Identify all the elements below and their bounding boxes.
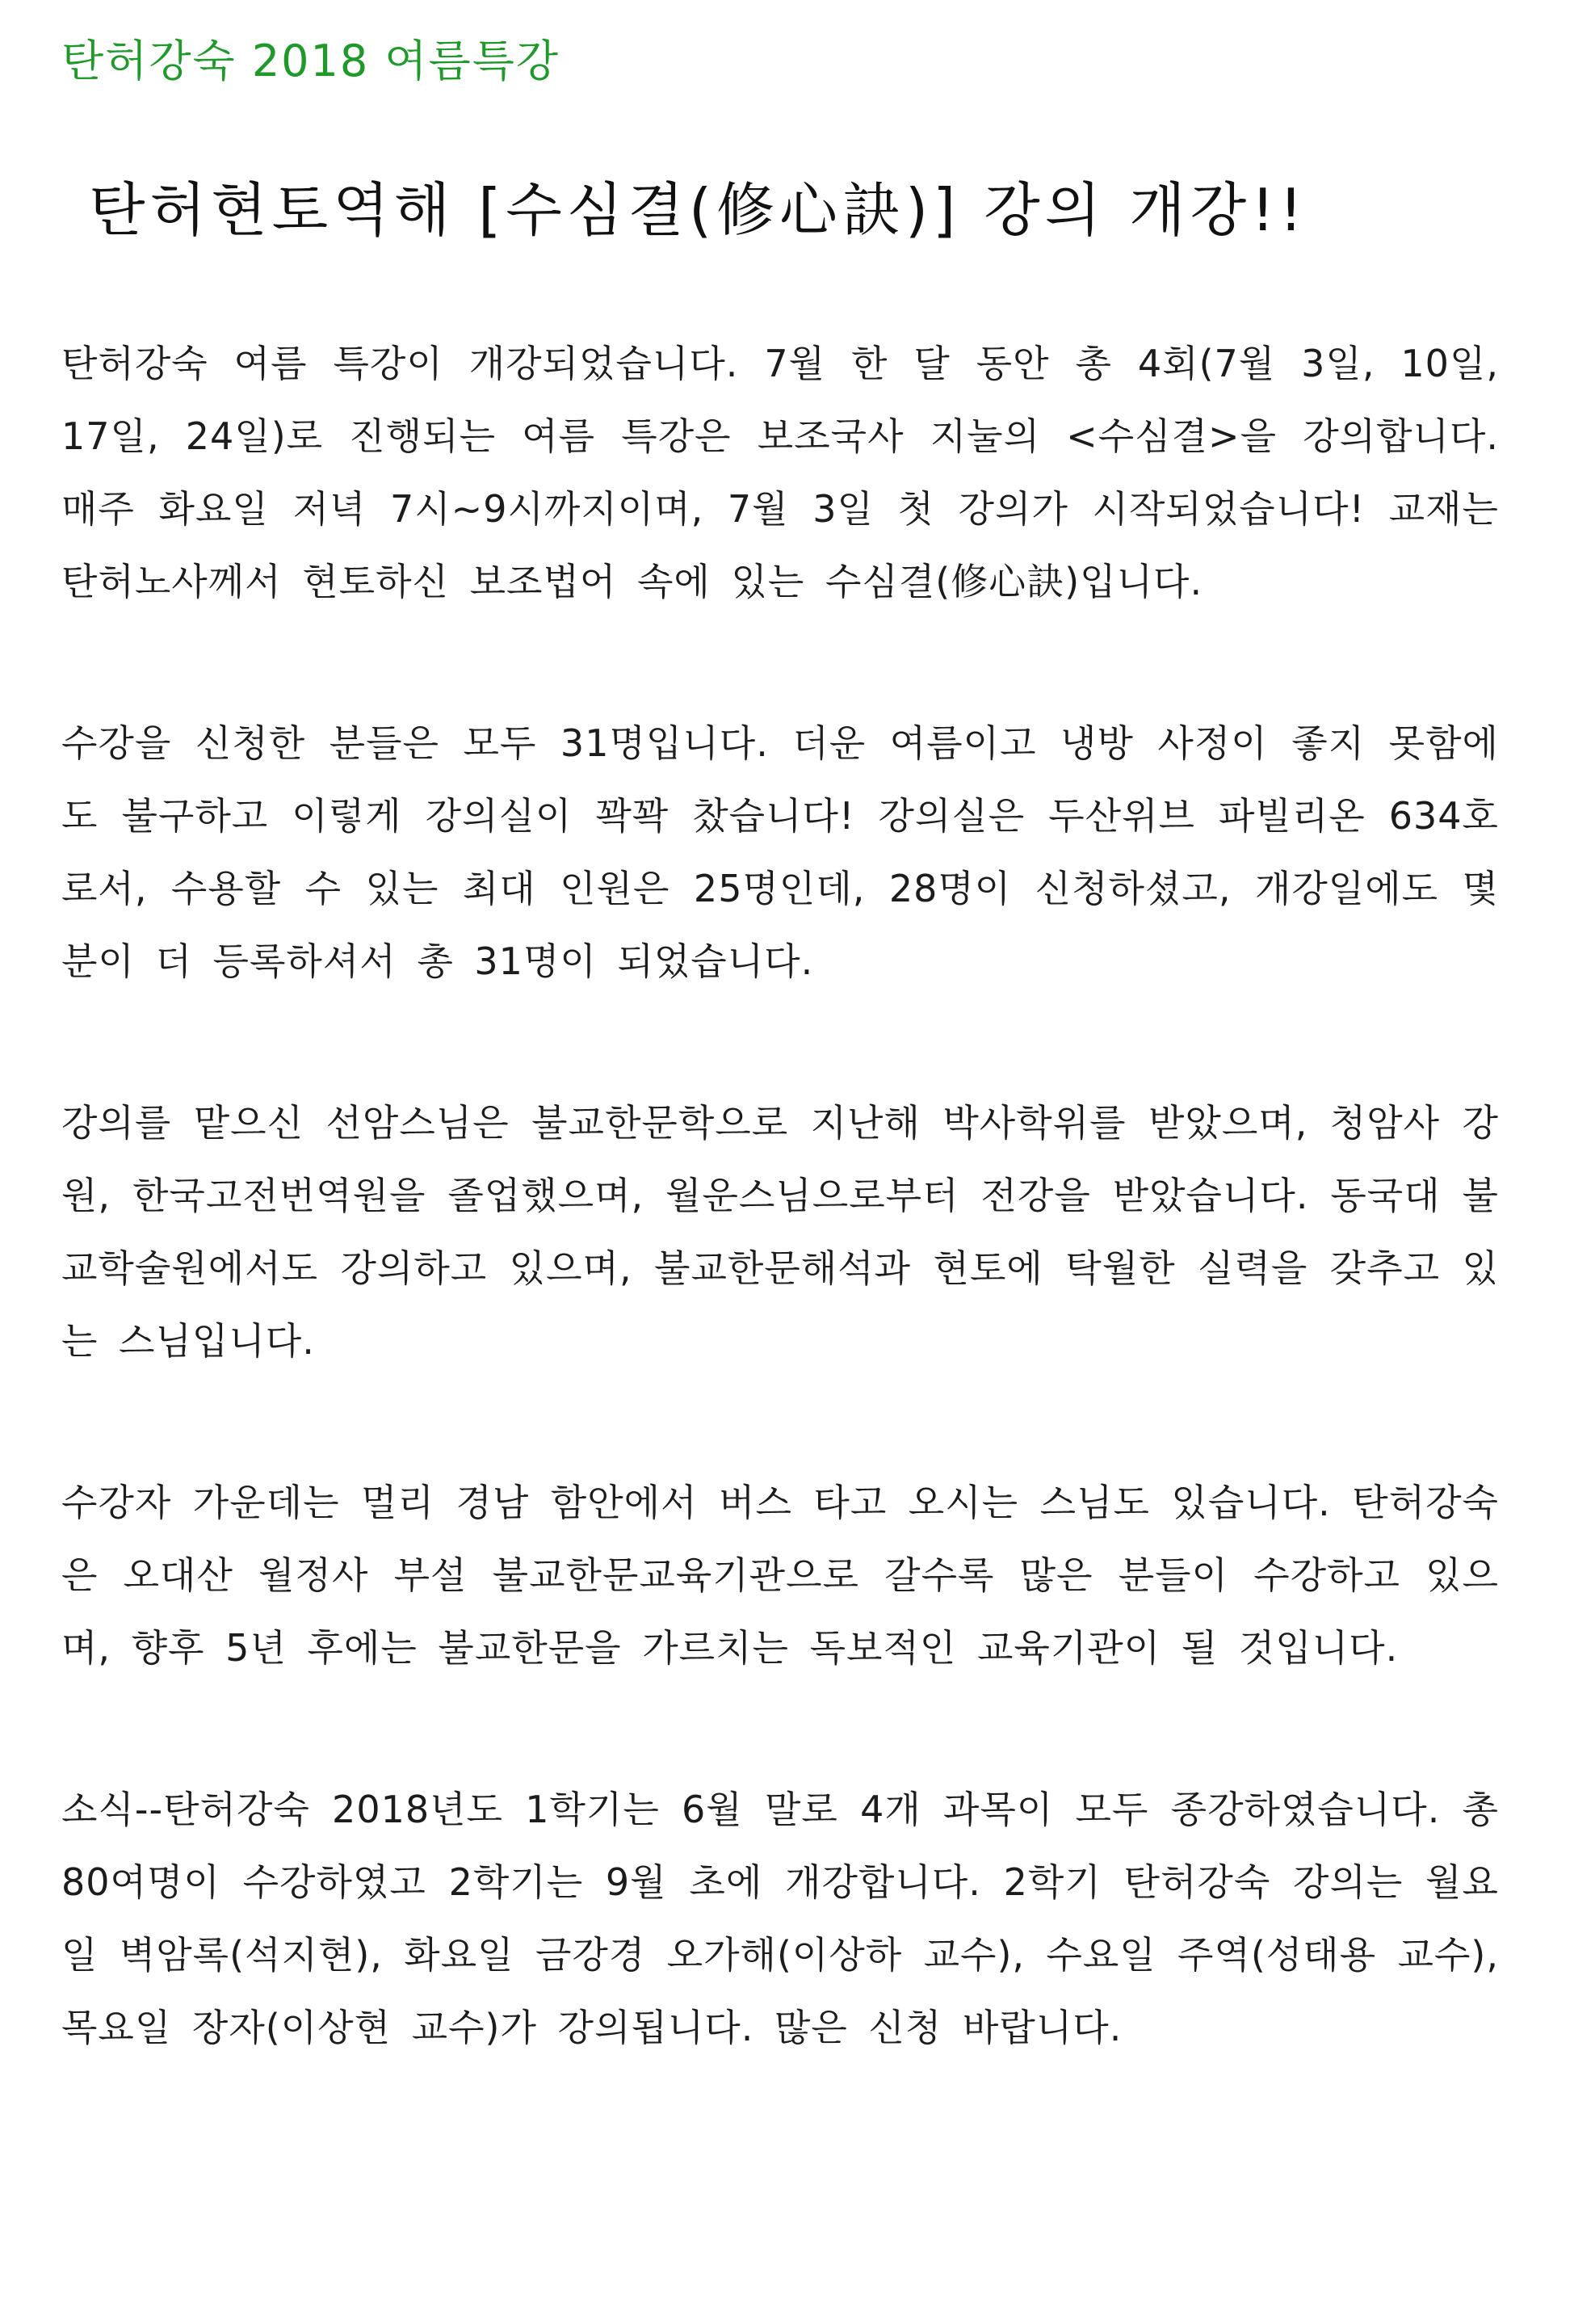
article-body — [61, 327, 1499, 2153]
paragraph-course-intro: 탄허강숙 여름 특강이 개강되었습니다. 7월 한 달 동안 총 4회(7월 3일, 10일, 17일, 24일)로 진행되는 여름 특강은 보조국사 지눌의 <수심결>을 강의합니다. 매주 화요일 저녁 7시~9시까지이며, 7월 3일 첫 강의가 시작되었습니다! 교재는 탄허노사께서 현토하신 보조법어 속에 있는 수심결(修心訣)입니다. — [61, 342, 1499, 603]
header-label: 탄허강숙 2018 여름특강 — [61, 36, 560, 86]
article-title: 탄허현토역해 [수심결(修心訣)] 강의 개강!! — [89, 176, 1307, 244]
paragraph-news: 소식--탄허강숙 2018년도 1학기는 6월 말로 4개 과목이 모두 종강하였습니다. 총 80여명이 수강하였고 2학기는 9월 초에 개강합니다. 2학기 탄허강숙 강의는 월요일 벽암록(석지현), 화요일 금강경 오가해(이상하 교수), 수요일 주역(성태용 교수), 목요일 장자(이상현 교수)가 강의됩니다. 많은 신청 바랍니다. — [61, 1788, 1499, 2049]
paragraph-enrollment: 수강을 신청한 분들은 모두 31명입니다. 더운 여름이고 냉방 사정이 좋지 못함에도 불구하고 이렇게 강의실이 꽉꽉 찼습니다! 강의실은 두산위브 파빌리온 634호로서, 수용할 수 있는 최대 인원은 25명인데, 28명이 신청하셨고, 개강일에도 몇 분이 더 등록하셔서 총 31명이 되었습니다. — [61, 721, 1499, 983]
paragraph-lecturer: 강의를 맡으신 선암스님은 불교한문학으로 지난해 박사학위를 받았으며, 청암사 강원, 한국고전번역원을 졸업했으며, 월운스님으로부터 전강을 받았습니다. 동국대 불교학술원에서도 강의하고 있으며, 불교한문해석과 현토에 탁월한 실력을 갖추고 있는 스님입니다. — [61, 1101, 1499, 1363]
paragraph-attendees: 수강자 가운데는 멀리 경남 함안에서 버스 타고 오시는 스님도 있습니다. 탄허강숙은 오대산 월정사 부설 불교한문교육기관으로 갈수록 많은 분들이 수강하고 있으며, 향후 5년 후에는 불교한문을 가르치는 독보적인 교육기관이 될 것입니다. — [61, 1481, 1499, 1670]
